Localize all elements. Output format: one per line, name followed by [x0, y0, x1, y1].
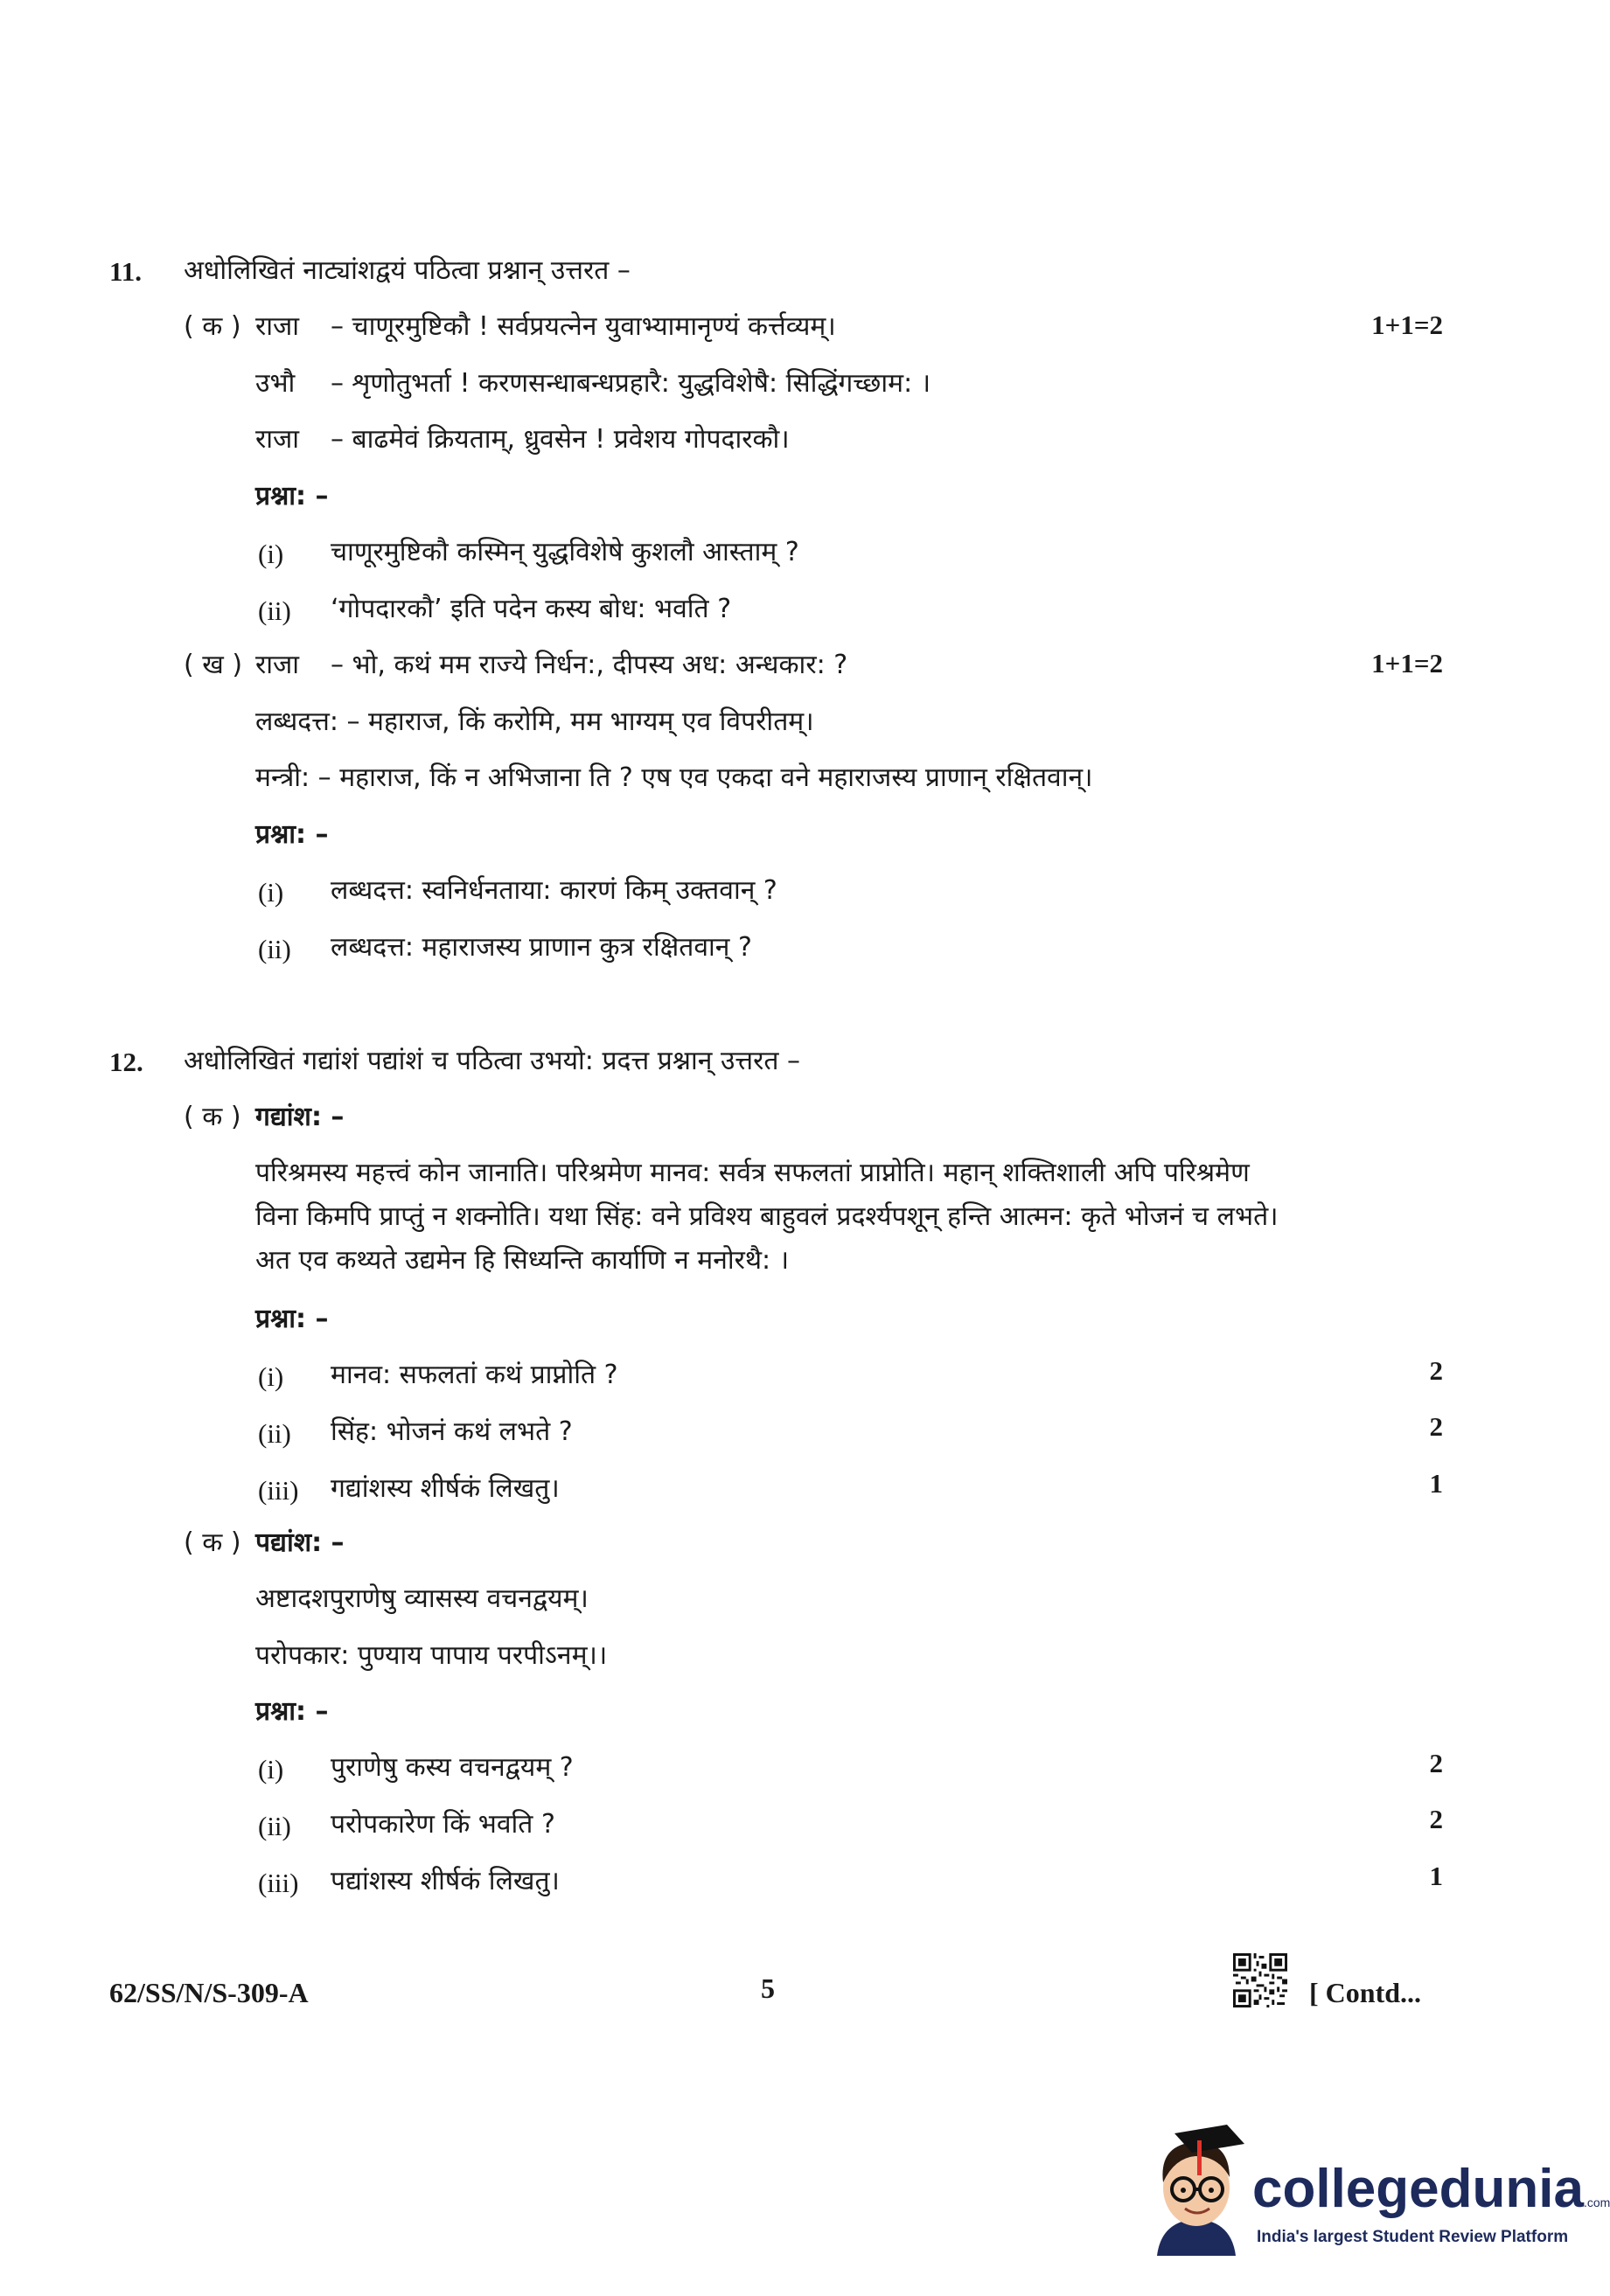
- dialogue-line: मन्त्री: – महाराज, किं न अभिजाना ति ? एष एव एकदा वने महाराजस्य प्राणान् रक्षितवान्।: [255, 762, 1093, 793]
- part-label: ( क ): [184, 311, 241, 342]
- verse-line: परोपकार: पुण्याय पापाय परपीऽनम्।।: [255, 1640, 608, 1671]
- contd-label: [ Contd...: [1309, 1977, 1422, 2008]
- question-11-instruction: अधोलिखितं नाट्यांशद्वयं पठित्वा प्रश्नान् उत्तरत –: [184, 255, 631, 286]
- question-text: परोपकारेण किं भवति ?: [331, 1809, 555, 1840]
- question-number: (i): [258, 877, 284, 908]
- question-number: (ii): [258, 595, 291, 626]
- marks: 2: [1429, 1355, 1443, 1386]
- paper-code: 62/SS/N/S-309-A: [109, 1977, 309, 2008]
- question-number: (i): [258, 1361, 284, 1392]
- question-number: (ii): [258, 1811, 291, 1841]
- qr-code-icon: [1233, 1953, 1287, 2011]
- prashna-heading: प्रश्ना: –: [255, 1696, 329, 1727]
- verse-line: अष्टादशपुराणेषु व्यासस्य वचनद्वयम्।: [255, 1583, 589, 1614]
- question-text: ‘गोपदारकौ’ इति पदेन कस्य बोध: भवति ?: [331, 594, 732, 624]
- question-11-number: 11.: [109, 256, 143, 287]
- passage-line: विना किमपि प्राप्तुं न शक्नोति। यथा सिंह: वने प्रविश्य बाहुवलं प्रदर्श्यपशून् हन्ति आत्मन: कृते भोजनं च लभते।: [255, 1201, 1279, 1232]
- marks: 1: [1429, 1468, 1443, 1499]
- part-label: ( क ): [184, 1527, 241, 1558]
- dialogue-line: – बाढमेवं क्रियताम्, ध्रुवसेन ! प्रवेशय गोपदारकौ।: [331, 424, 790, 455]
- page-number: 5: [761, 1972, 775, 2004]
- brand-name: collegedunia: [1252, 2159, 1584, 2219]
- question-12-instruction: अधोलिखितं गद्यांशं पद्यांशं च पठित्वा उभयो: प्रदत्त प्रश्नान् उत्तरत –: [184, 1046, 801, 1076]
- part-label: ( ख ): [184, 650, 243, 680]
- marks: 2: [1429, 1411, 1443, 1442]
- marks: 1: [1429, 1861, 1443, 1891]
- question-text: लब्धदत्त: महाराजस्य प्राणान कुत्र रक्षितवान् ?: [331, 932, 752, 963]
- dialogue-line: – चाणूरमुष्टिकौ ! सर्वप्रयत्नेन युवाभ्यामानृण्यं कर्त्तव्यम्।: [331, 311, 836, 342]
- marks: 1+1=2: [1371, 310, 1443, 340]
- speaker: राजा: [255, 311, 300, 342]
- prashna-heading: प्रश्ना: –: [255, 481, 329, 511]
- question-text: पुराणेषु कस्य वचनद्वयम् ?: [331, 1752, 574, 1783]
- part-label: ( क ): [184, 1102, 241, 1132]
- question-text: मानव: सफलतां कथं प्राप्नोति ?: [331, 1360, 618, 1390]
- question-text: सिंह: भोजनं कथं लभते ?: [331, 1416, 573, 1447]
- question-number: (iii): [258, 1475, 299, 1506]
- speaker: राजा: [255, 650, 300, 680]
- padyansh-heading: पद्यांश: –: [255, 1527, 345, 1558]
- question-12-number: 12.: [109, 1047, 143, 1077]
- gadyansh-heading: गद्यांश: –: [255, 1102, 345, 1132]
- question-number: (ii): [258, 1418, 291, 1449]
- dialogue-line: – शृणोतुभर्ता ! करणसन्धाबन्धप्रहारै: युद्धविशेषै: सिद्धिंगच्छाम: ।: [331, 368, 931, 399]
- question-number: (ii): [258, 934, 291, 964]
- marks: 1+1=2: [1371, 648, 1443, 678]
- question-number: (iii): [258, 1868, 299, 1898]
- dialogue-line: – भो, कथं मम राज्ये निर्धन:, दीपस्य अध: अन्धकार: ?: [331, 650, 848, 680]
- speaker: उभौ: [255, 368, 296, 399]
- question-number: (i): [258, 1754, 284, 1785]
- question-text: गद्यांशस्य शीर्षकं लिखतु।: [331, 1473, 560, 1504]
- marks: 2: [1429, 1748, 1443, 1778]
- question-text: पद्यांशस्य शीर्षकं लिखतु।: [331, 1866, 560, 1896]
- mascot-icon: [1140, 2125, 1253, 2259]
- brand-tagline: India's largest Student Review Platform: [1257, 2228, 1569, 2246]
- brand-suffix: .com: [1583, 2195, 1610, 2209]
- prashna-heading: प्रश्ना: –: [255, 819, 329, 850]
- dialogue-line: लब्धदत्त: – महाराज, किं करोमि, मम भाग्यम् एव विपरीतम्।: [255, 706, 814, 737]
- question-number: (i): [258, 539, 284, 569]
- marks: 2: [1429, 1804, 1443, 1834]
- question-text: लब्धदत्त: स्वनिर्धनताया: कारणं किम् उक्तवान् ?: [331, 875, 777, 906]
- question-text: चाणूरमुष्टिकौ कस्मिन् युद्धविशेषे कुशलौ आस्ताम् ?: [331, 537, 799, 567]
- passage-line: परिश्रमस्य महत्त्वं कोन जानाति। परिश्रमेण मानव: सर्वत्र सफलतां प्राप्नोति। महान् शक्तिशाली अपि परिश्रमेण: [255, 1158, 1250, 1188]
- speaker: राजा: [255, 424, 300, 455]
- brand-wordmark: [1252, 2158, 1610, 2220]
- passage-line: अत एव कथ्यते उद्यमेन हि सिध्यन्ति कार्याणि न मनोरथै: ।: [255, 1245, 790, 1276]
- prashna-heading: प्रश्ना: –: [255, 1304, 329, 1334]
